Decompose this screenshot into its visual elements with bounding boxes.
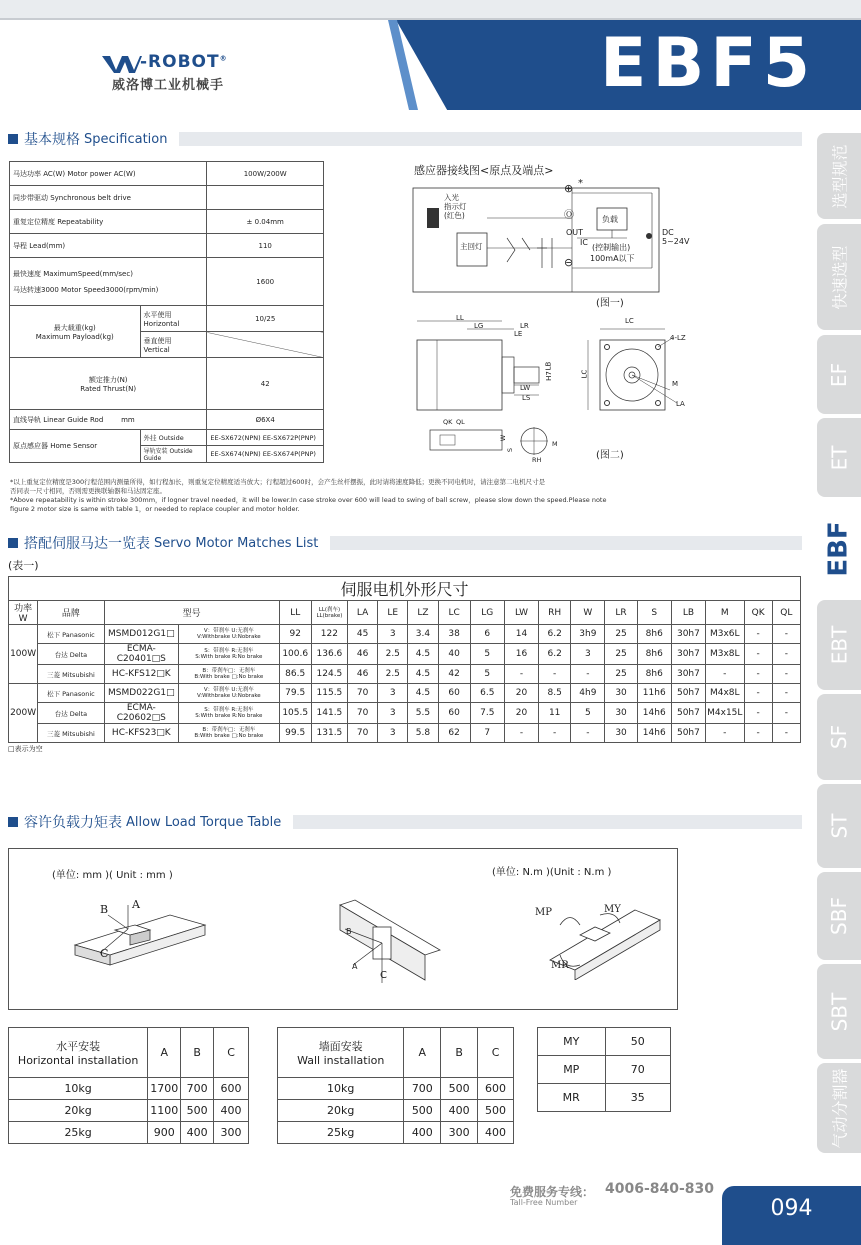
sensor-minus-terminal: ⊖: [564, 256, 574, 269]
side-tab-pneumatic[interactable]: 气动分割器: [817, 1063, 861, 1153]
moment-my-label: MY: [604, 904, 621, 915]
model-title: EBF5: [600, 24, 817, 103]
table-row: 25kg 400 300 400: [278, 1122, 514, 1144]
dim-s: S: [506, 447, 515, 453]
dim-lr: LR: [520, 322, 529, 330]
table-row: MR 35: [538, 1084, 671, 1112]
dim-lc-side: LC: [580, 369, 589, 379]
torque-wall-table: 墙面安装 Wall installation A B C 10kg 700 500 600 20kg 500 400 500 25kg 400 300 400: [277, 1027, 514, 1144]
page-number: 094: [770, 1196, 813, 1221]
logo-text: -ROBOT®: [140, 52, 228, 72]
dim-ql: QL: [456, 418, 465, 426]
spec-notes: *以上重复定位精度是300行程范围内测量所得，如行程加长，则重复定位精度适当放大；行程超过600时，会产生丝杆摆振，此时请将速度降低；更换不同电机时，请注意第二电机尺寸是 否同表一尺寸相同，否则需更换联轴器和马达固定座。 *Above repeatability is within stroke 300mm，if logner travel needed，it will be lower.In case stroke over 600 will lead to swing of ball screw，please slow down the speed.Please note figure 2 motor size is same with table 1，or needed to replace coupler and motor holder.: [10, 478, 607, 513]
side-tab-ebt[interactable]: EBT: [817, 600, 861, 690]
torque-unit-left: (单位: mm )( Unit : mm ): [52, 870, 173, 881]
sensor-plus-terminal: ⊕: [564, 182, 574, 195]
sensor-diagram-title: 感应器接线图<原点及端点>: [414, 164, 554, 177]
sensor-dc-label: DC: [662, 228, 674, 237]
sensor-light-label: 入光 指示灯 (红色): [444, 193, 467, 220]
wall-mount-illustration: [335, 895, 445, 985]
table-row: 100W 松下 Panasonic MSMD012G1□ V：带刹车 U:无刹车 V:Withbrake U:Nobrake 92 122 45 3 3.4 38 6 14 6.2 3h9 25 8h6 30h7 M3x6L - -: [9, 625, 801, 644]
sensor-load-label: 负载: [602, 215, 618, 224]
dim-ls: LS: [522, 394, 531, 402]
table-row: MP 70: [538, 1056, 671, 1084]
dim-m2: M: [552, 440, 558, 448]
dim-la: LA: [676, 400, 685, 408]
table-row: 25kg 900 400 300: [9, 1122, 249, 1144]
side-tab-sf[interactable]: SF: [817, 694, 861, 780]
dim-h7: H7: [544, 371, 553, 381]
dim-lb: LB: [544, 361, 553, 371]
logo-mark-icon: [102, 54, 142, 74]
dim-m: M: [672, 380, 679, 388]
dim-qk: QK: [443, 418, 453, 426]
table-row: 20kg 500 400 500: [278, 1100, 514, 1122]
dim-le: LE: [514, 330, 523, 338]
sensor-zero-terminal: Ⓞ: [564, 210, 574, 221]
sensor-dc-voltage: 5~24V: [662, 237, 690, 246]
side-tab-ef[interactable]: EF: [817, 335, 861, 414]
side-tab-sbt[interactable]: SBT: [817, 964, 861, 1059]
torque-horizontal-table: 水平安装 Horizontal installation A B C 10kg 1700 700 600 20kg 1100 500 400 25kg 900 400 300: [8, 1027, 249, 1144]
torque-label-b-h: B: [100, 903, 109, 916]
torque-unit-right: (单位: N.m )(Unit : N.m ): [492, 867, 612, 878]
sensor-ctrl-current: 100mA以下: [590, 254, 635, 263]
torque-label-a-h: A: [132, 898, 140, 911]
dim-ll: LL: [456, 314, 464, 322]
header-top-strip: [0, 0, 861, 18]
table-row: 10kg 700 500 600: [278, 1078, 514, 1100]
section-torque-heading: 容许负载力矩表 Allow Load Torque Table: [8, 813, 802, 831]
servo-table: 伺服电机外形尺寸 功率W 品牌 型号 LL LL(刹车) LL(brake) LA LE LZ LC LG LW RH W LR S LB M QK QL 100W 松下 Panasonic MSMD012G1□ V：带刹车 U:无刹车 V:Withbrake U:Nobrake 92 122 45 3 3.4 38 6 14 6.2 3h9 25 8h6 30h7 M3x6L - - 台达 Delta ECMA-C20401□S S：带刹车 R:无刹车 S:With brake R:No brake 100.6 136.6 46 2.5 4.5 40 5 16 6.2 3 25 8h6 30h7 M3x8L - - 三菱 Mitsubishi HC-KFS12□K B：带刹车□：无刹车 B:With brake □:No brake 86.5 124.5 46 2.5 4.5 42 5 - - - 25 8h6 30h7 - - - 200W 松下 Panasonic MSMD022G1□ V：带刹车 U:无刹车 V:Withbrake U:Nobrake 79.5 115.5 70 3 4.5 60 6.5 20 8.5 4h9 30 11h6 50h7 M4x8L - - 台达 Delta ECMA-C20602□S S：带刹车 R:无刹车 S:With brake R:No brake 105.5 141.5 70 3 5.5 60 7.5 20 11 5 30 14h6 50h7 M4x15L - - 三菱 Mitsubishi HC-KFS23□K B：带刹车□：无刹车 B:With brake □:No brake 99.5 131.5 70 3 5.8 62 7 - - - 30 14h6 50h7 - - -: [8, 576, 801, 743]
torque-label-c-w: C: [380, 970, 387, 981]
dim-lw: LW: [520, 384, 531, 392]
side-tab-sbf[interactable]: SBF: [817, 872, 861, 960]
dim-w: W: [499, 434, 508, 442]
table-row: 三菱 Mitsubishi HC-KFS12□K B：带刹车□：无刹车 B:With brake □:No brake 86.5 124.5 46 2.5 4.5 42 5 - - - 25 8h6 30h7 - - -: [9, 665, 801, 684]
table-row: MY 50: [538, 1028, 671, 1056]
logo-subtitle: 威洛博工业机械手: [112, 78, 225, 93]
torque-label-c-h: C: [100, 947, 109, 960]
side-tab-quick-select[interactable]: 快速选型: [817, 224, 861, 330]
header-divider: [0, 18, 861, 20]
footer-hotline-label: 免费服务专线：: [510, 1185, 595, 1199]
dim-lc-top: LC: [625, 317, 634, 325]
moment-mr-label: MR: [551, 960, 569, 971]
side-tab-st[interactable]: ST: [817, 784, 861, 868]
torque-label-a-w: A: [352, 962, 358, 971]
table-row: 20kg 1100 500 400: [9, 1100, 249, 1122]
sensor-star: *: [578, 178, 583, 189]
fig1-label: (图一): [596, 298, 624, 309]
fig2-label: (图二): [596, 450, 624, 461]
dim-lg: LG: [474, 322, 484, 330]
side-tab-et[interactable]: ET: [817, 418, 861, 497]
moment-mp-label: MP: [535, 907, 552, 918]
horizontal-mount-illustration: [70, 895, 210, 975]
torque-moment-table: [537, 1027, 671, 1112]
table-row: 台达 Delta ECMA-C20401□S S：带刹车 R:无刹车 S:With brake R:No brake 100.6 136.6 46 2.5 4.5 40 5 16 6.2 3 25 8h6 30h7 M3x8L - -: [9, 644, 801, 665]
table-row: 200W 松下 Panasonic MSMD022G1□ V：带刹车 U:无刹车 V:Withbrake U:Nobrake 79.5 115.5 70 3 4.5 60 6.5 20 8.5 4h9 30 11h6 50h7 M4x8L - -: [9, 684, 801, 703]
sensor-out-label: OUT: [566, 228, 584, 237]
section-spec-heading: 基本规格 Specification: [8, 130, 802, 148]
footer-hotline-en: Tall-Free Number: [510, 1198, 578, 1207]
sensor-ctrl-label: (控制输出): [592, 243, 631, 252]
dim-lz: 4-LZ: [670, 334, 686, 342]
table-row: 三菱 Mitsubishi HC-KFS23□K B：带刹车□：无刹车 B:With brake □:No brake 99.5 131.5 70 3 5.8 62 7 - - - 30 14h6 50h7 - - -: [9, 724, 801, 743]
section-servo-heading: 搭配伺服马达一览表 Servo Motor Matches List: [8, 534, 802, 552]
footer-phone: 4006-840-830: [605, 1181, 715, 1197]
sensor-main-label: 主回灯: [460, 242, 483, 251]
servo-table-title: 伺服电机外形尺寸: [9, 577, 801, 601]
spec-table: 马达功率 AC(W) Motor power AC(W) 100W/200W 同步带驱动 Synchronous belt drive 重复定位精度 Repeatability ± 0.04mm 导程 Lead(mm) 110 最快速度 MaximumSpeed(mm/sec) 马达转速3000 Motor Speed3000(rpm/min) 1600 最大载重(kg) Maximum Payload(kg) 水平使用 Horizontal 10/25 垂直使用 Vertical 额定推力(N) Rated Thrust(N) 42 直线导轨 Linear Guide Rod mm Ø6X4 原点感应器 Home Sensor 外挂 Outside EE-SX672(NPN) EE-SX672P(PNP) 导轨安装 Outside Guide EE-SX674(NPN) EE-SX674P(PNP): [9, 161, 324, 463]
sensor-ic-label: IC: [580, 238, 588, 247]
table-row: 台达 Delta ECMA-C20602□S S：带刹车 R:无刹车 S:With brake R:No brake 105.5 141.5 70 3 5.5 60 7.5 20 11 5 30 14h6 50h7 M4x15L - -: [9, 703, 801, 724]
dim-rh: RH: [532, 456, 542, 464]
side-tab-selection-spec[interactable]: 选型规范: [817, 133, 861, 219]
servo-table-label: (表一): [8, 559, 39, 572]
table-row: 10kg 1700 700 600: [9, 1078, 249, 1100]
side-tab-ebf[interactable]: EBF: [817, 501, 861, 596]
torque-label-b-w: B: [346, 927, 352, 936]
servo-footnote: □表示为空: [8, 745, 43, 753]
